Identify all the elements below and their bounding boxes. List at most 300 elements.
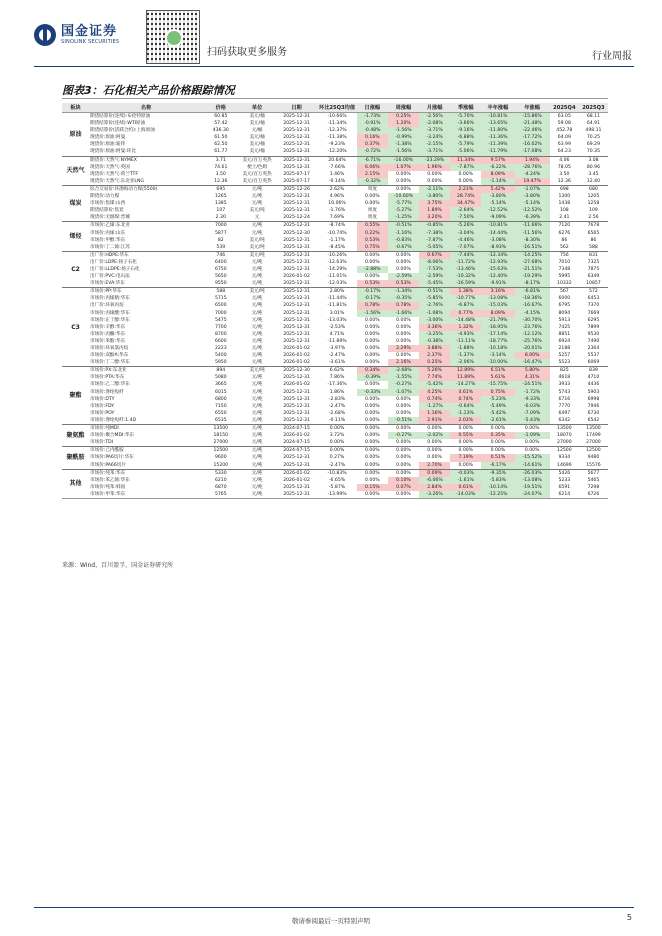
product-name-cell: 市场价:正丁醇:华东: [89, 317, 130, 323]
product-name-cell: 期货结算价(活跃合约):上海原油: [89, 128, 155, 134]
table-row: [62, 352, 608, 359]
table-cell: 756: [550, 251, 579, 259]
table-cell: 0.00%: [365, 194, 380, 200]
table-row: [62, 432, 608, 439]
table-cell: 元/吨: [251, 433, 263, 439]
table-cell: 2.29%: [388, 345, 419, 352]
column-header: 年涨幅: [515, 103, 550, 113]
table-cell: 7425: [558, 324, 571, 330]
table-cell: 元/吨: [251, 317, 263, 323]
table-cell: 0.00%: [365, 396, 380, 402]
product-name-cell: 市场价:PX:东北亚: [89, 367, 203, 375]
table-cell: 7946: [587, 403, 600, 409]
table-cell: 0.00%: [388, 447, 419, 455]
table-cell: 7678: [579, 222, 608, 230]
table-cell: 6716: [558, 396, 571, 402]
table-row: [62, 425, 608, 433]
table-cell: 2025-12-31: [283, 317, 310, 323]
table-cell: 1.86%: [329, 389, 345, 395]
table-cell: 2.91%: [419, 417, 450, 425]
table-cell: 0.00%: [365, 353, 380, 359]
table-cell: 2025-12-31: [283, 135, 310, 141]
table-cell: -7.87%: [419, 237, 450, 244]
table-cell: -15.52%: [515, 454, 550, 461]
table-cell: 7150: [214, 403, 227, 409]
table-cell: 0.00%: [450, 425, 481, 433]
table-cell: 3.75%: [419, 200, 450, 207]
table-cell: 6500: [214, 303, 227, 309]
table-row: [62, 462, 608, 470]
table-cell: 6295: [587, 317, 600, 323]
table-cell: 2026-01-02: [276, 469, 318, 477]
table-cell: 6750: [214, 266, 227, 272]
table-cell: -3.80%: [481, 193, 514, 200]
table-cell: 3665: [214, 382, 227, 388]
table-cell: 2024-07-15: [276, 447, 318, 455]
table-cell: -0.91%: [357, 120, 388, 127]
table-cell: 2025-12-31: [283, 201, 310, 207]
table-cell: 7000: [214, 310, 227, 316]
table-cell: 0.00%: [396, 440, 411, 446]
product-name-cell: 出厂价:环氧丙烷: [89, 303, 124, 309]
table-cell: 美元/吨: [238, 367, 275, 375]
table-row: [62, 331, 608, 338]
table-cell: 2025-12-31: [283, 331, 310, 337]
table-row: [62, 127, 608, 134]
product-name-cell: 现货价:原油:迪拜: [89, 142, 126, 148]
table-cell: -6.71%: [357, 156, 388, 164]
table-row: [62, 324, 608, 331]
table-cell: 0.75%: [357, 244, 388, 252]
table-cell: 9.57%: [481, 156, 514, 164]
table-cell: -10.60%: [388, 193, 419, 200]
table-cell: 0.00%: [458, 178, 474, 184]
table-cell: -11.80%: [481, 127, 514, 134]
table-cell: 6800: [214, 396, 227, 402]
table-cell: -22.46%: [515, 127, 550, 134]
table-cell: 4.25%: [419, 389, 450, 396]
table-cell: 3.20%: [419, 214, 450, 222]
product-name-cell: 出厂价:PVC:电石法: [89, 274, 130, 280]
table-cell: 6210: [214, 477, 227, 483]
product-name-cell: 出厂价:LLDPE:扬子石化: [89, 266, 140, 272]
table-cell: -16.67%: [515, 302, 550, 309]
table-cell: 0.15%: [357, 484, 388, 491]
sector-label: 煤炭: [62, 185, 89, 221]
table-row: [62, 417, 608, 425]
table-cell: 5950: [214, 360, 227, 366]
table-cell: 5.42%: [481, 185, 514, 193]
table-cell: 5677: [579, 469, 608, 477]
table-cell: -1.56%: [388, 148, 419, 156]
table-cell: -13.08%: [481, 295, 514, 302]
table-cell: 7.19%: [450, 454, 481, 461]
table-cell: -14.44%: [481, 230, 514, 237]
table-cell: -2.56%: [419, 113, 450, 121]
table-cell: -5.23%: [481, 396, 514, 403]
table-cell: -0.83%: [388, 237, 419, 244]
table-cell: 19.47%: [515, 178, 550, 186]
table-cell: 63.05: [550, 113, 579, 121]
sector-label: C3: [62, 288, 89, 367]
table-cell: 0.00%: [357, 469, 388, 477]
table-cell: 2025-12-31: [283, 410, 310, 416]
product-name-cell: 市场价:焦煤:山西: [89, 201, 126, 207]
qr-center-logo-icon: [165, 29, 183, 47]
table-cell: 5400: [214, 353, 227, 359]
table-cell: 1385: [214, 201, 227, 207]
table-cell: -2.88%: [357, 266, 388, 273]
table-cell: -20.01%: [515, 345, 550, 352]
table-cell: 9530: [587, 331, 600, 337]
table-cell: 5.26%: [419, 367, 450, 375]
qr-code-icon[interactable]: [146, 10, 200, 64]
table-cell: -6.06%: [419, 477, 450, 484]
table-cell: 元/吨: [238, 469, 275, 477]
table-cell: 6.62%: [317, 367, 356, 375]
table-cell: 5650: [214, 274, 227, 280]
table-cell: 0.00%: [365, 403, 380, 409]
table-cell: -5.14%: [515, 200, 550, 207]
table-cell: 61.77: [214, 149, 228, 155]
table-cell: -11.11%: [450, 338, 481, 345]
table-cell: 0.00%: [388, 469, 419, 477]
table-cell: 周度: [367, 215, 377, 221]
product-name-cell: 出厂价:LDPE:扬子石化: [89, 259, 138, 265]
table-cell: 1.89%: [419, 207, 450, 214]
table-cell: 2025-12-31: [276, 251, 318, 259]
table-cell: 3.01%: [329, 310, 345, 316]
table-cell: 2025-12-26: [276, 185, 318, 193]
table-row: [62, 120, 608, 127]
table-cell: 3.50: [559, 171, 570, 177]
sector-label: 其他: [62, 469, 89, 498]
table-cell: -10.26%: [317, 251, 356, 259]
table-cell: 2.70%: [419, 462, 450, 470]
table-row: [62, 171, 608, 178]
table-cell: 6015: [214, 389, 227, 395]
table-cell: 6214: [558, 491, 571, 497]
table-cell: 0.55%: [357, 222, 388, 230]
table-cell: -10.81%: [481, 222, 514, 230]
table-cell: 2026-01-02: [283, 274, 310, 280]
table-cell: 6000: [558, 296, 571, 302]
table-cell: -12.52%: [481, 207, 514, 214]
table-cell: 2025-12-31: [283, 237, 310, 243]
table-cell: 2025-12-31: [283, 484, 310, 490]
table-cell: 695: [203, 185, 238, 193]
table-cell: 27000: [213, 440, 229, 446]
table-cell: 元/吨: [251, 324, 263, 330]
table-cell: -1.66%: [388, 310, 419, 317]
table-cell: 0.00%: [396, 353, 411, 359]
table-cell: 1265: [214, 194, 227, 200]
column-header: 名称: [89, 103, 203, 113]
table-cell: 1.16%: [419, 410, 450, 417]
table-row: [62, 178, 608, 186]
table-row: [62, 381, 608, 388]
table-row: [62, 200, 608, 207]
table-row: [62, 345, 608, 352]
table-cell: -2.61%: [481, 417, 514, 425]
table-cell: 6924: [558, 338, 571, 344]
table-row: [62, 310, 608, 317]
table-cell: 12500: [579, 447, 608, 455]
table-cell: 86: [590, 237, 597, 243]
table-cell: 1.32%: [450, 324, 481, 331]
table-cell: 4.71%: [329, 331, 345, 337]
table-cell: 0.00%: [427, 178, 442, 184]
table-cell: -1.76%: [328, 208, 346, 214]
product-name-cell: 综合交易价:环渤海动力煤(5500): [89, 185, 203, 193]
table-cell: -24.51%: [515, 381, 550, 388]
table-cell: 0.00%: [365, 491, 380, 497]
table-cell: -23.76%: [515, 324, 550, 331]
table-row: [62, 222, 608, 230]
table-row: [62, 403, 608, 410]
table-cell: -1.34%: [388, 288, 419, 296]
table-cell: -9.35%: [481, 469, 514, 477]
table-cell: 7669: [587, 310, 600, 316]
table-cell: 567: [550, 288, 579, 296]
table-cell: -1.55%: [388, 374, 419, 381]
table-cell: 元: [254, 215, 260, 221]
table-cell: 2025-12-31: [283, 375, 310, 381]
table-cell: 3.45: [588, 171, 599, 177]
table-cell: 2.16%: [388, 359, 419, 367]
table-cell: 2025-12-31: [283, 142, 310, 148]
table-cell: 2.80%: [317, 288, 356, 296]
table-cell: 5.80%: [515, 367, 550, 375]
table-cell: -5.14%: [481, 200, 514, 207]
table-cell: -2.68%: [388, 367, 419, 375]
table-cell: -18.77%: [481, 338, 514, 345]
table-cell: -12.52%: [515, 207, 550, 214]
table-cell: -1.07%: [515, 185, 550, 193]
table-cell: 12500: [550, 447, 579, 455]
table-cell: 元/吨: [251, 382, 263, 388]
product-name-cell: 市场价:纯苯:华东: [89, 469, 203, 477]
table-cell: -11.79%: [481, 148, 514, 156]
table-cell: -3.00%: [419, 317, 450, 324]
table-cell: 美元/吨: [238, 251, 275, 259]
table-cell: -8.93%: [481, 244, 514, 252]
table-cell: 2.21%: [450, 185, 481, 193]
table-cell: 0.00%: [365, 382, 380, 388]
table-cell: 周度: [357, 185, 388, 193]
column-header: 周涨幅: [388, 103, 419, 113]
table-cell: -9.16%: [450, 127, 481, 134]
table-cell: 9550: [214, 281, 227, 287]
table-cell: 0.00%: [427, 171, 442, 177]
table-cell: -10.74%: [327, 230, 347, 236]
product-name-cell: 市场价:辛醇:华东: [89, 324, 126, 330]
table-cell: 0.77%: [450, 310, 481, 317]
table-cell: 1.20%: [388, 120, 419, 127]
table-cell: -3.04%: [450, 230, 481, 237]
table-cell: 2025-12-31: [276, 222, 318, 230]
table-cell: -9.23%: [328, 142, 346, 148]
table-cell: -6.22%: [481, 164, 514, 171]
table-cell: -1.61%: [450, 477, 481, 484]
price-tracking-table: [62, 103, 608, 499]
table-cell: -12.12%: [515, 331, 550, 338]
table-cell: 6349: [587, 274, 600, 280]
table-cell: 436.30: [212, 128, 229, 134]
table-cell: -6.17%: [481, 462, 514, 470]
table-cell: 2025-12-24: [283, 215, 310, 221]
product-name-cell: 现货价:无烟煤:晋城: [89, 215, 130, 221]
footer-divider: [34, 907, 634, 908]
table-cell: 5080: [214, 375, 227, 381]
table-cell: 572: [579, 288, 608, 296]
table-cell: 14696: [557, 462, 572, 468]
page-header: [0, 0, 662, 70]
table-cell: 6600: [214, 338, 227, 344]
table-cell: 1300: [558, 194, 571, 200]
product-name-cell: 市场价:FDY: [89, 403, 115, 409]
figure-source: 来源：Wind，百川盈孚，国金证券研究所: [62, 562, 174, 569]
table-cell: 0.00%: [481, 447, 514, 455]
table-cell: 0.00%: [388, 251, 419, 259]
table-cell: 80.96: [586, 164, 600, 170]
table-cell: -11.66%: [515, 222, 550, 230]
table-cell: -7.38%: [419, 230, 450, 237]
table-cell: 7490: [587, 338, 600, 344]
table-cell: -13.99%: [327, 491, 347, 497]
table-cell: -12.63%: [327, 259, 347, 265]
table-cell: -30.70%: [515, 317, 550, 324]
table-cell: 0.00%: [365, 201, 380, 207]
table-cell: 12500: [203, 447, 238, 455]
table-cell: 746: [203, 251, 238, 259]
table-row: [62, 295, 608, 302]
table-cell: 3.16%: [481, 288, 514, 296]
table-cell: 元/吨: [251, 353, 263, 359]
table-cell: -3.14%: [481, 352, 514, 359]
table-cell: -2.53%: [328, 324, 346, 330]
table-cell: 2026-01-02: [283, 360, 310, 366]
table-row: [62, 280, 608, 288]
table-cell: 6565: [587, 230, 600, 236]
table-cell: 10857: [586, 281, 601, 287]
table-cell: 元/吨: [251, 417, 263, 423]
table-cell: 7770: [558, 403, 571, 409]
product-name-cell: 现货价:原油:阿曼:环比: [89, 149, 136, 155]
table-cell: 便士/色姆: [247, 164, 268, 170]
product-name-cell: 期货价:动力煤: [89, 194, 120, 200]
table-cell: 562: [559, 244, 569, 250]
table-cell: 5715: [214, 296, 227, 302]
table-cell: 0.74%: [419, 396, 450, 403]
table-cell: 9600: [214, 455, 227, 461]
table-cell: -4.15%: [515, 310, 550, 317]
table-cell: -2.11%: [419, 185, 450, 193]
table-cell: -2.64%: [450, 207, 481, 214]
table-row: [62, 396, 608, 403]
table-cell: 78.05: [557, 164, 571, 170]
table-cell: -14.27%: [450, 381, 481, 388]
table-cell: 元/吨: [251, 403, 263, 409]
table-row: [62, 484, 608, 491]
table-cell: 元/吨: [251, 396, 263, 402]
product-name-cell: 市场价:丙烯酸:华东: [89, 310, 130, 316]
table-cell: 元/吨: [251, 338, 263, 344]
table-cell: -0.51%: [388, 417, 419, 425]
table-cell: 2.03%: [450, 417, 481, 425]
table-cell: 4.06: [550, 156, 579, 164]
table-cell: -21.51%: [515, 266, 550, 273]
table-cell: 美元/桶: [249, 149, 265, 155]
brand-logo-icon: [34, 24, 56, 46]
table-cell: 0.00%: [365, 433, 380, 439]
table-cell: 2.84%: [419, 484, 450, 491]
table-cell: 0.00%: [515, 425, 550, 433]
table-cell: 美元/桶: [249, 121, 265, 127]
column-header: 价格: [203, 103, 238, 113]
table-cell: 7.74%: [419, 374, 450, 381]
table-cell: 8.09%: [481, 310, 514, 317]
table-cell: -0.67%: [388, 244, 419, 252]
table-cell: 12.40: [586, 178, 600, 184]
table-cell: -1.16%: [388, 230, 419, 237]
table-cell: 元/吨: [251, 274, 263, 280]
table-cell: -0.38%: [419, 338, 450, 345]
product-name-cell: 市场价:丁二醇:华东: [89, 360, 130, 366]
table-cell: 7700: [214, 324, 227, 330]
table-cell: -5.85%: [419, 295, 450, 302]
table-cell: 0.00%: [365, 346, 380, 351]
table-cell: 2025-12-31: [283, 417, 310, 423]
table-cell: -3.97%: [328, 346, 346, 351]
table-body: [62, 113, 608, 499]
table-cell: 2025-12-30: [276, 367, 318, 375]
table-cell: 0.00%: [396, 491, 411, 497]
table-row: [62, 134, 608, 141]
table-cell: 0.00%: [490, 440, 506, 446]
table-cell: 1205: [587, 194, 600, 200]
table-cell: 7298: [587, 484, 600, 490]
table-cell: 1258: [587, 201, 600, 207]
table-cell: 498.11: [585, 128, 602, 134]
table-cell: -11.36%: [481, 134, 514, 141]
table-cell: 1.38%: [450, 288, 481, 296]
product-name-cell: 市场价:涤纶短纤: [89, 389, 124, 395]
table-cell: 0.51%: [481, 454, 514, 461]
report-type: 行业周报: [592, 51, 632, 62]
product-name-cell: 市场价:纯MDI: [89, 425, 203, 433]
table-cell: 6.06%: [357, 164, 388, 171]
brand-name-en: SINOLINK SECURITIES: [61, 38, 120, 45]
table-cell: -1.72%: [515, 389, 550, 396]
table-cell: 3.88%: [419, 345, 450, 352]
table-cell: 5426: [550, 469, 579, 477]
table-cell: 元/吨: [238, 222, 275, 230]
table-row: [62, 214, 608, 222]
table-cell: -7.53%: [419, 266, 450, 273]
table-cell: 0.53%: [357, 280, 388, 288]
table-cell: 2025-12-31: [283, 164, 310, 170]
product-name-cell: 市场价:PP:华东: [89, 288, 203, 296]
table-cell: 6535: [214, 417, 227, 423]
table-cell: 元/吨: [251, 281, 263, 287]
table-cell: -5.42%: [419, 381, 450, 388]
table-cell: -19.51%: [515, 484, 550, 491]
table-row: [62, 164, 608, 171]
table-cell: -5.06%: [450, 148, 481, 156]
table-cell: 元/吨: [251, 360, 263, 366]
table-cell: -17.72%: [515, 134, 550, 141]
